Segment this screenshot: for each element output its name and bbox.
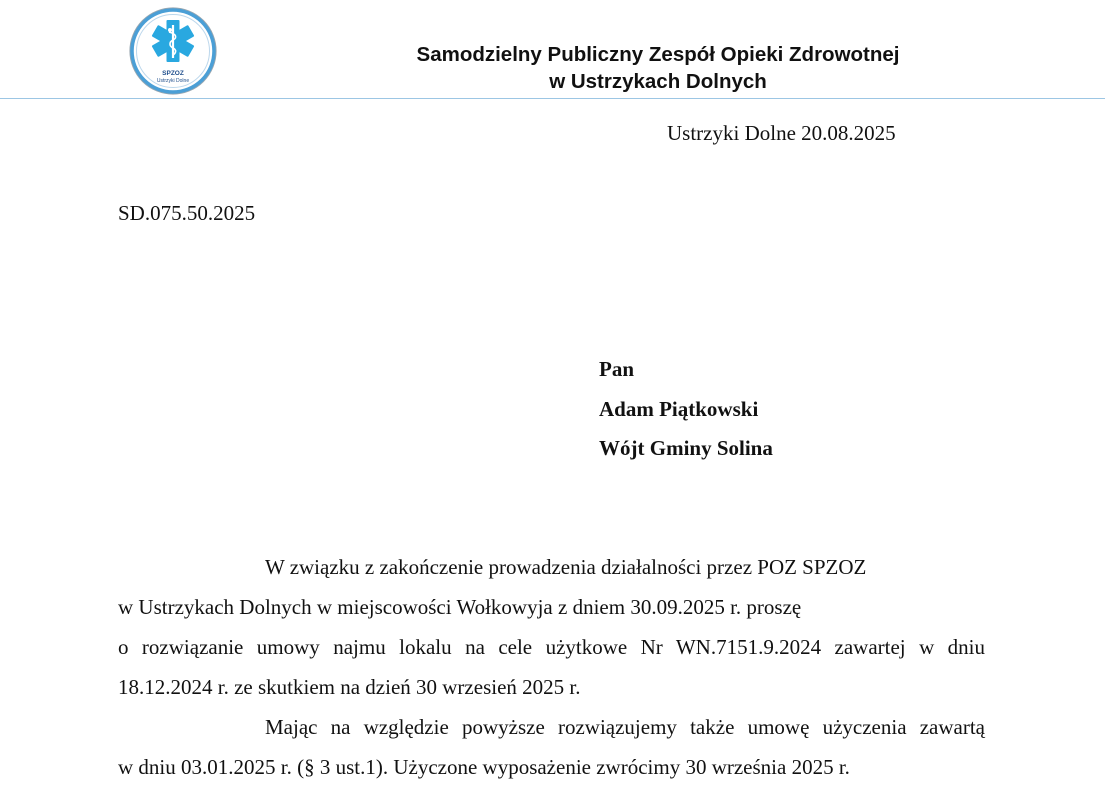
header-divider [0,98,1105,99]
logo-sublabel: Ustrzyki Dolne [156,78,190,84]
addressee-position: Wójt Gminy Solina [599,436,773,460]
paragraph-line: w dniu 03.01.2025 r. (§ 3 ust.1). Użyczone wyposażenie zwrócimy 30 września 2025 r. [118,755,850,779]
place-and-date: Ustrzyki Dolne 20.08.2025 [667,121,896,145]
spzoz-logo [127,5,219,97]
addressee-name: Adam Piątkowski [599,396,759,421]
institution-name-line1: Samodzielny Publiczny Zespół Opieki Zdrowotnej [416,43,900,66]
paragraph-1 [118,553,985,713]
paragraph-line: o rozwiązanie umowy najmu lokalu na cele użytkowe Nr WN.7151.9.2024 zawartej w dniu [118,635,985,659]
letter-body [118,553,985,793]
paragraph-line: 18.12.2024 r. ze skutkiem na dzień 30 wrzesień 2025 r. [118,675,581,699]
logo-label: SPZOZ [162,70,184,77]
institution-name-line2: w Ustrzykach Dolnych [549,70,767,93]
paragraph-line: W związku z zakończenie prowadzenia działalności przez POZ SPZOZ [265,555,867,579]
addressee-salutation: Pan [599,357,635,381]
reference-number: SD.075.50.2025 [118,201,256,225]
institution-name [300,41,1016,95]
paragraph-2 [118,713,985,793]
paragraph-line: Mając na względzie powyższe rozwiązujemy także umowę użyczenia zawartą [265,715,985,739]
addressee-block [599,356,773,475]
paragraph-line: w Ustrzykach Dolnych w miejscowości Wołkowyja z dniem 30.09.2025 r. proszę [118,595,802,619]
